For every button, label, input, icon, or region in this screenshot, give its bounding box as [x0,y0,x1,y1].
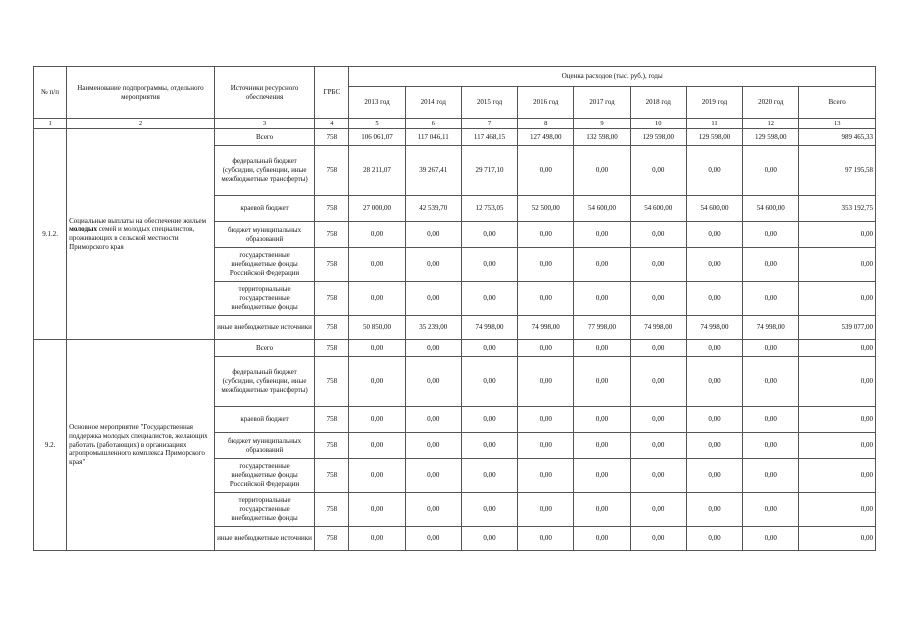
year-value: 0,00 [518,493,574,527]
total-value: 0,00 [799,459,876,493]
year-value: 0,00 [518,146,574,196]
year-value: 0,00 [630,340,686,357]
year-value: 0,00 [574,282,630,316]
year-value: 0,00 [461,282,517,316]
year-value: 0,00 [743,493,799,527]
year-value: 0,00 [405,222,461,248]
funding-source: Всего [214,129,314,146]
total-value: 539 077,00 [799,316,876,340]
funding-source: федеральный бюджет (субсидии, субвенции, иные межбюджетные трансферты) [214,357,314,407]
year-value: 0,00 [349,459,405,493]
year-value: 127 498,00 [518,129,574,146]
year-value: 0,00 [743,248,799,282]
year-value: 0,00 [349,248,405,282]
total-value: 0,00 [799,340,876,357]
year-value: 0,00 [630,357,686,407]
header-year: 2014 год [405,87,461,119]
column-number: 9 [574,119,630,129]
table-row [34,129,876,146]
year-value: 0,00 [461,407,517,433]
total-value: 0,00 [799,407,876,433]
year-value: 0,00 [405,459,461,493]
year-value: 0,00 [686,282,742,316]
year-value: 0,00 [518,407,574,433]
year-value: 0,00 [743,433,799,459]
year-value: 0,00 [743,146,799,196]
grbs-code: 758 [315,407,349,433]
measure-name-text: семей и молодых специалистов, проживающих в сельской местности Приморского края [69,225,195,251]
total-value: 353 192,75 [799,196,876,222]
column-number: 3 [214,119,314,129]
year-value: 0,00 [743,222,799,248]
year-value: 0,00 [574,493,630,527]
year-value: 0,00 [405,248,461,282]
year-value: 0,00 [743,407,799,433]
year-value: 54 600,00 [743,196,799,222]
year-value: 0,00 [630,248,686,282]
funding-source: бюджет муниципальных образований [214,222,314,248]
year-value: 54 600,00 [574,196,630,222]
table-row [34,340,876,357]
year-value: 117 046,11 [405,129,461,146]
measure-name-text: Основное мероприятие "Государственная поддержка молодых специалистов, желающих работать (работающих) в организациях агропромышленного комплекса Приморского края" [69,423,208,467]
year-value: 0,00 [405,527,461,551]
year-value: 0,00 [686,146,742,196]
year-value: 0,00 [405,433,461,459]
year-value: 52 500,00 [518,196,574,222]
year-value: 0,00 [686,527,742,551]
total-value: 0,00 [799,282,876,316]
table-body [34,129,876,551]
year-value: 106 061,07 [349,129,405,146]
year-value: 0,00 [630,433,686,459]
year-value: 0,00 [461,357,517,407]
year-value: 74 998,00 [461,316,517,340]
year-value: 0,00 [743,282,799,316]
header-year: 2015 год [461,87,517,119]
year-value: 0,00 [405,340,461,357]
year-value: 0,00 [518,340,574,357]
year-value: 0,00 [518,248,574,282]
grbs-code: 758 [315,316,349,340]
measure-name [67,129,215,340]
funding-source: иные внебюджетные источники [214,527,314,551]
header-year: 2018 год [630,87,686,119]
year-value: 0,00 [574,248,630,282]
year-value: 0,00 [574,527,630,551]
year-value: 0,00 [686,459,742,493]
column-number: 12 [743,119,799,129]
column-number: 2 [67,119,215,129]
year-value: 0,00 [461,459,517,493]
funding-source: государственные внебюджетные фонды Российской Федерации [214,459,314,493]
year-value: 0,00 [518,433,574,459]
year-value: 129 598,00 [630,129,686,146]
year-value: 0,00 [405,407,461,433]
total-value: 0,00 [799,493,876,527]
year-value: 0,00 [349,407,405,433]
header-year: 2013 год [349,87,405,119]
year-value: 0,00 [349,340,405,357]
year-value: 0,00 [630,493,686,527]
year-value: 0,00 [574,222,630,248]
year-value: 0,00 [686,357,742,407]
year-value: 0,00 [743,459,799,493]
year-value: 0,00 [574,433,630,459]
grbs-code: 758 [315,196,349,222]
year-value: 0,00 [518,357,574,407]
year-value: 0,00 [574,146,630,196]
year-value: 0,00 [686,222,742,248]
column-number: 5 [349,119,405,129]
grbs-code: 758 [315,129,349,146]
header-year: 2017 год [574,87,630,119]
year-value: 0,00 [574,340,630,357]
year-value: 12 753,05 [461,196,517,222]
year-value: 0,00 [686,407,742,433]
funding-source: иные внебюджетные источники [214,316,314,340]
year-value: 29 717,10 [461,146,517,196]
grbs-code: 758 [315,248,349,282]
year-value: 0,00 [686,433,742,459]
year-value: 27 000,00 [349,196,405,222]
funding-source: федеральный бюджет (субсидии, субвенции, иные межбюджетные трансферты) [214,146,314,196]
year-value: 0,00 [630,527,686,551]
grbs-code: 758 [315,222,349,248]
year-value: 74 998,00 [743,316,799,340]
year-value: 0,00 [630,222,686,248]
year-value: 0,00 [630,459,686,493]
year-value: 0,00 [630,146,686,196]
funding-source: территориальные государственные внебюджетные фонды [214,282,314,316]
year-value: 0,00 [461,248,517,282]
funding-source: Всего [214,340,314,357]
year-value: 77 998,00 [574,316,630,340]
year-value: 0,00 [405,282,461,316]
column-number: 1 [34,119,67,129]
funding-source: краевой бюджет [214,407,314,433]
budget-table [33,66,876,551]
year-value: 0,00 [405,357,461,407]
column-number: 8 [518,119,574,129]
measure-name-text: Социальные выплаты на обеспечение жильем [69,216,207,225]
year-value: 0,00 [686,340,742,357]
year-value: 74 998,00 [686,316,742,340]
year-value: 50 850,00 [349,316,405,340]
total-value: 0,00 [799,433,876,459]
header-year: 2016 год [518,87,574,119]
year-value: 0,00 [461,222,517,248]
year-value: 0,00 [518,222,574,248]
year-value: 0,00 [574,407,630,433]
funding-source: государственные внебюджетные фонды Российской Федерации [214,248,314,282]
year-value: 42 539,70 [405,196,461,222]
grbs-code: 758 [315,493,349,527]
total-value: 0,00 [799,357,876,407]
row-code: 9.1.2. [34,129,67,340]
year-value: 0,00 [518,527,574,551]
year-value: 54 600,00 [630,196,686,222]
column-number: 11 [686,119,742,129]
grbs-code: 758 [315,282,349,316]
column-number: 6 [405,119,461,129]
year-value: 0,00 [743,340,799,357]
table-header [34,67,876,129]
header-num: № п/п [34,67,67,119]
year-value: 0,00 [461,527,517,551]
grbs-code: 758 [315,340,349,357]
funding-source: территориальные государственные внебюджетные фонды [214,493,314,527]
total-value: 0,00 [799,248,876,282]
measure-name [67,340,215,551]
year-value: 0,00 [743,527,799,551]
total-value: 989 465,33 [799,129,876,146]
year-value: 0,00 [405,493,461,527]
funding-source: краевой бюджет [214,196,314,222]
year-value: 0,00 [349,282,405,316]
year-value: 0,00 [461,340,517,357]
grbs-code: 758 [315,433,349,459]
year-value: 0,00 [461,493,517,527]
row-code: 9.2. [34,340,67,551]
budget-sheet [33,66,876,551]
header-year: 2019 год [686,87,742,119]
year-value: 0,00 [630,407,686,433]
funding-source: бюджет муниципальных образований [214,433,314,459]
year-value: 74 998,00 [518,316,574,340]
year-value: 39 267,41 [405,146,461,196]
year-value: 0,00 [349,433,405,459]
total-value: 0,00 [799,222,876,248]
year-value: 28 211,07 [349,146,405,196]
grbs-code: 758 [315,527,349,551]
total-value: 97 195,58 [799,146,876,196]
grbs-code: 758 [315,357,349,407]
year-value: 129 598,00 [686,129,742,146]
measure-name-emphasis: молодых [69,225,97,234]
year-value: 54 600,00 [686,196,742,222]
header-grbs: ГРБС [315,67,349,119]
column-number: 7 [461,119,517,129]
year-value: 35 239,00 [405,316,461,340]
year-value: 0,00 [518,282,574,316]
year-value: 0,00 [349,527,405,551]
year-value: 0,00 [743,357,799,407]
year-value: 132 598,00 [574,129,630,146]
year-value: 0,00 [461,433,517,459]
column-number: 4 [315,119,349,129]
header-total: Всего [799,87,876,119]
column-number: 10 [630,119,686,129]
year-value: 117 468,15 [461,129,517,146]
year-value: 0,00 [349,357,405,407]
grbs-code: 758 [315,459,349,493]
header-source: Источники ресурсного обеспечения [214,67,314,119]
grbs-code: 758 [315,146,349,196]
year-value: 0,00 [686,493,742,527]
year-value: 0,00 [574,459,630,493]
year-value: 0,00 [518,459,574,493]
year-value: 0,00 [686,248,742,282]
header-estimate: Оценка расходов (тыс. руб.), годы [349,67,876,87]
year-value: 0,00 [630,282,686,316]
header-year: 2020 год [743,87,799,119]
year-value: 74 998,00 [630,316,686,340]
year-value: 129 598,00 [743,129,799,146]
year-value: 0,00 [349,493,405,527]
year-value: 0,00 [349,222,405,248]
header-name: Наименование подпрограммы, отдельного мероприятия [67,67,215,119]
year-value: 0,00 [574,357,630,407]
total-value: 0,00 [799,527,876,551]
column-number: 13 [799,119,876,129]
